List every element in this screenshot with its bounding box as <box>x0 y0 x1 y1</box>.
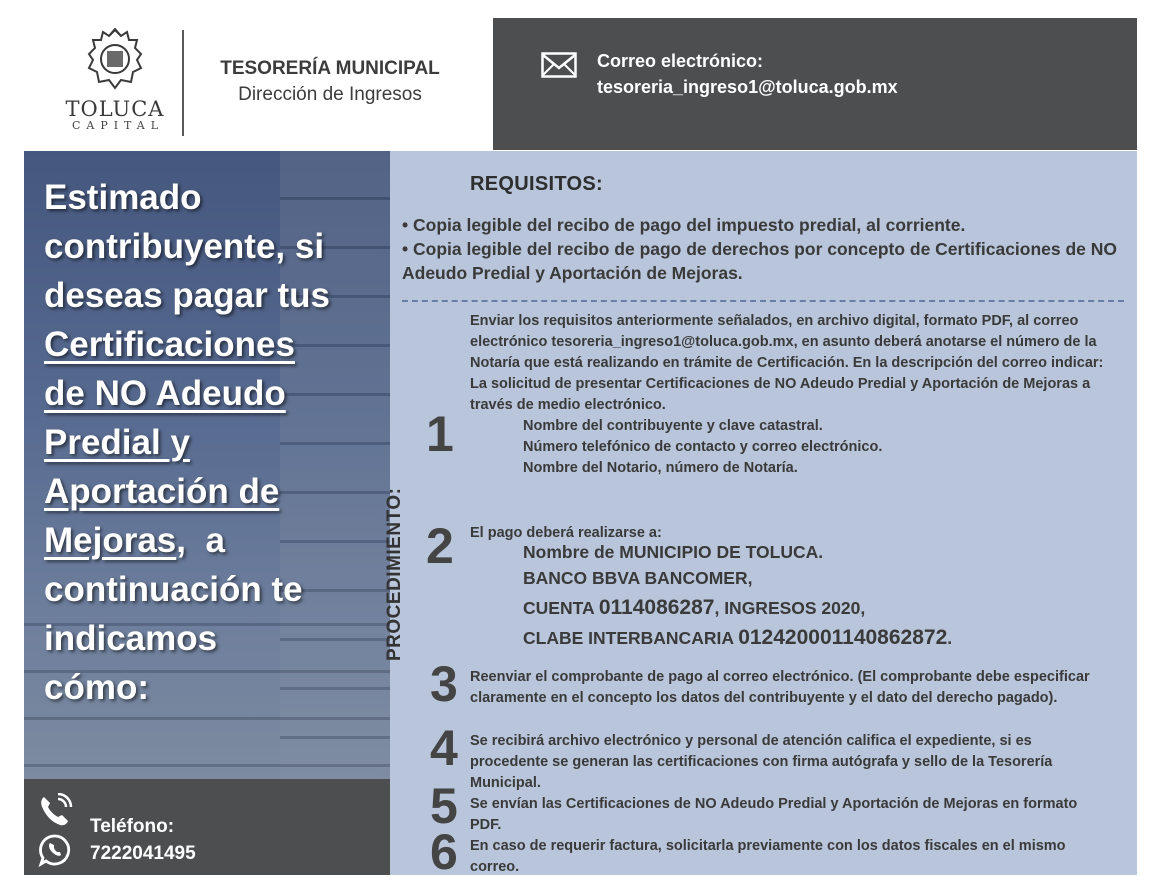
intro-line-suffix: , a <box>176 521 225 560</box>
payment-line: Nombre de MUNICIPIO DE TOLUCA. <box>523 542 824 562</box>
organization-block <box>200 56 460 108</box>
intro-line-underlined: de NO Adeudo <box>44 374 286 413</box>
account-label: CUENTA <box>523 598 599 618</box>
procedure-label: PROCEDIMIENTO: <box>384 487 405 661</box>
dashed-divider <box>402 300 1124 302</box>
payment-details <box>523 539 1123 651</box>
email-box <box>493 18 1137 150</box>
email-label: Correo electrónico: <box>597 51 764 71</box>
step-1-text2: La solicitud de presentar Certificaciones de NO Adeudo Predial y Aportación de Mejoras a través de medio electrónico. <box>470 376 1091 413</box>
step-6: En caso de requerir factura, solicitarla previamente con los datos fiscales en el mismo correo. <box>470 838 1066 875</box>
payment-line: BANCO BBVA BANCOMER, <box>523 568 753 588</box>
intro-line-underlined: Certificaciones <box>44 325 295 364</box>
step-number-3: 3 <box>430 656 458 712</box>
clabe-end: . <box>947 628 953 648</box>
whatsapp-icon <box>38 833 72 867</box>
step-number-2: 2 <box>426 518 454 574</box>
step-number-4: 4 <box>430 720 458 776</box>
account-number: 0114086287 <box>598 596 715 619</box>
step-1 <box>470 311 1110 479</box>
requirement-item: • Copia legible del recibo de pago del impuesto predial, al corriente. <box>402 215 966 235</box>
logo-city: TOLUCA <box>65 97 165 121</box>
step-1-sub: Nombre del contribuyente y clave catastral. <box>523 418 823 434</box>
envelope-icon <box>541 52 577 78</box>
requirements-list <box>402 213 1122 285</box>
intro-line-underlined: Mejoras <box>44 521 177 560</box>
step-3: Reenviar el comprobante de pago al correo electrónico. (El comprobante debe especificar claramente en el concepto los datos del contribuyente y el dato del derecho pagado). <box>470 669 1090 706</box>
phone-box <box>24 779 390 875</box>
phone-number[interactable]: 7222041495 <box>90 843 196 864</box>
email-address[interactable]: tesoreria_ingreso1@toluca.gob.mx <box>597 77 898 97</box>
intro-line: continuación te <box>44 570 303 609</box>
step-number-5: 5 <box>430 778 458 834</box>
org-department: Dirección de Ingresos <box>238 84 422 105</box>
intro-panel <box>24 151 390 779</box>
intro-line-underlined: Aportación de <box>44 472 280 511</box>
step-1-text: Enviar los requisitos anteriormente señalados, en archivo digital, formato PDF, al correo electrónico tesoreria_ingreso1@toluca.gob.mx, en asunto deberá anotarse el número de la Notaría que está realizando en trámite de Certificación. En la descripción del correo indicar: <box>470 313 1104 371</box>
account-rest: , INGRESOS 2020, <box>714 598 866 618</box>
step-number-6: 6 <box>430 824 458 880</box>
phone-icon <box>38 793 74 827</box>
step-1-sub: Número telefónico de contacto y correo electrónico. <box>523 439 883 455</box>
intro-line: cómo: <box>44 668 149 707</box>
step-2-intro: El pago deberá realizarse a: <box>470 525 662 541</box>
coat-of-arms-icon <box>87 28 143 94</box>
clabe-number: 012420001140862872 <box>738 626 948 649</box>
header-divider <box>182 30 184 136</box>
requirement-item: • Copia legible del recibo de pago de derechos por concepto de Certificaciones de NO Adeudo Predial y Aportación de Mejoras. <box>402 239 1118 283</box>
toluca-logo <box>60 28 170 138</box>
requirements-title: REQUISITOS: <box>470 173 603 195</box>
intro-message <box>44 173 374 712</box>
logo-subtitle: CAPITAL <box>71 119 165 132</box>
requirements-panel <box>384 151 1137 880</box>
email-text <box>597 48 898 100</box>
intro-line: Estimado <box>44 178 202 217</box>
phone-text <box>90 813 196 867</box>
step-5: Se envían las Certificaciones de NO Adeudo Predial y Aportación de Mejoras en formato PDF. <box>470 796 1078 833</box>
intro-line: contribuyente, si <box>44 227 325 266</box>
intro-line-underlined: Predial y <box>44 423 190 462</box>
clabe-label: CLABE INTERBANCARIA <box>523 628 739 648</box>
step-number-1: 1 <box>426 406 454 462</box>
phone-label: Teléfono: <box>90 816 175 837</box>
step-1-sub: Nombre del Notario, número de Notaría. <box>523 460 798 476</box>
intro-line: deseas pagar tus <box>44 276 330 315</box>
intro-line: indicamos <box>44 619 218 658</box>
step-4: Se recibirá archivo electrónico y personal de atención califica el expediente, si es procedente se generan las certificaciones con firma autógrafa y sello de la Tesorería Municipal. <box>470 733 1053 791</box>
org-name: TESORERÍA MUNICIPAL <box>220 58 440 79</box>
